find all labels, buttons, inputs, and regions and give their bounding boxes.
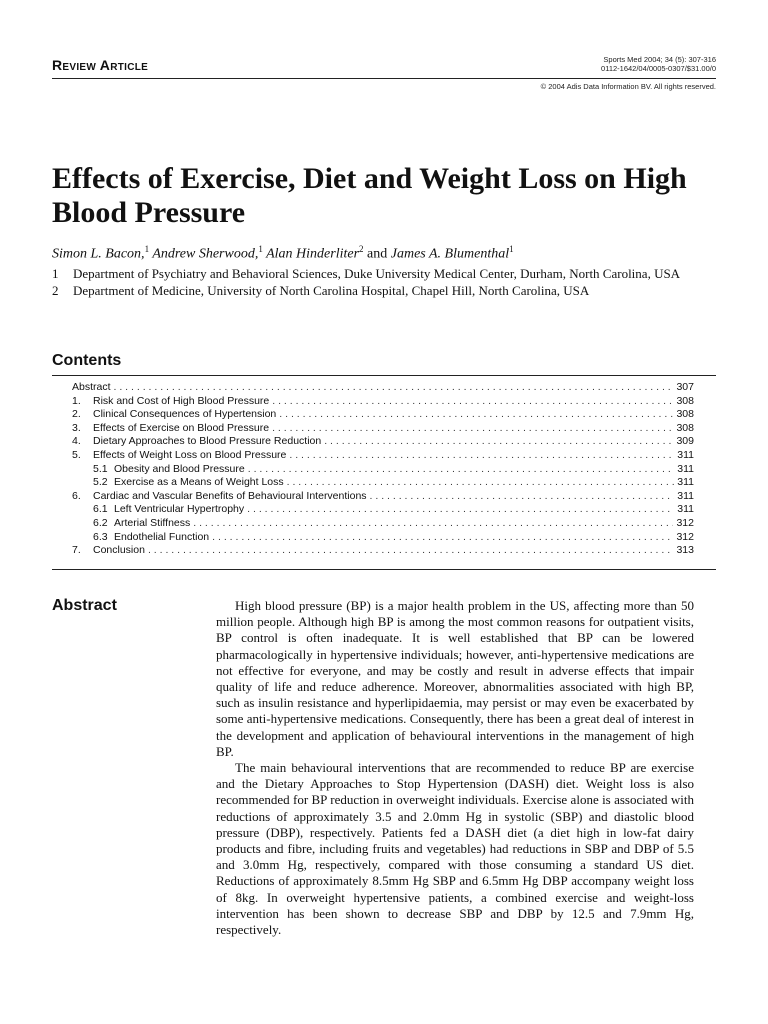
toc-leader-dots (279, 408, 673, 422)
toc-entry (72, 408, 694, 422)
toc-leader-dots (272, 422, 673, 436)
toc-leader-dots (193, 517, 673, 531)
toc-entry-page: 311 (677, 448, 694, 461)
toc-leader-dots (272, 395, 673, 409)
toc-entry-label: Dietary Approaches to Blood Pressure Reduction (93, 435, 322, 448)
toc-entry-label: Conclusion (93, 544, 145, 557)
toc-leader-dots (247, 503, 674, 517)
toc-entry-number: 5. (72, 448, 81, 461)
toc-entry-label: Arterial Stiffness (114, 516, 191, 529)
toc-entry-page: 311 (677, 462, 694, 475)
abstract-paragraph: High blood pressure (BP) is a major health problem in the US, affecting more than 50 million people. Although high BP is among the most common reasons for outpatient visits, BP control is often inadequate. It is well established that BP can be lowered pharmacologically in hypertensive individuals; however, anti-hypertensive medications are not effective for everyone, and may be costly and result in adverse effects that impair quality of life and reduce adherence. Moreover, abnormalities associated with high BP, such as insulin resistance and hyperlipidaemia, may persist or may even be exacerbated by some anti-hypertensive medications. Consequently, there has been a great deal of interest in the development and application of behavioural interventions in the management of high BP. (216, 598, 694, 759)
abstract-heading: Abstract (52, 597, 117, 614)
toc-entry (72, 517, 694, 531)
toc-entry (72, 381, 694, 395)
affiliation-number: 2 (52, 283, 59, 298)
toc-entry-page: 311 (677, 503, 694, 516)
toc-entry-page: 308 (676, 421, 694, 434)
toc-entry-label: Clinical Consequences of Hypertension (93, 408, 277, 421)
toc-entry (72, 463, 694, 477)
journal-citation (601, 55, 716, 73)
contents-rule-top (52, 375, 716, 376)
author-name: Andrew Sherwood, (152, 246, 259, 262)
toc-entry-number: 5.1 (93, 462, 108, 475)
author-affiliation-marker: 2 (359, 244, 364, 254)
table-of-contents (72, 381, 694, 558)
article-type-label: Review Article (52, 57, 149, 73)
toc-leader-dots (148, 544, 674, 558)
affiliation-text: Department of Medicine, University of North Carolina Hospital, Chapel Hill, North Carolina, USA (73, 283, 590, 298)
toc-entry-number: 5.2 (93, 476, 108, 489)
toc-entry-label: Exercise as a Means of Weight Loss (114, 476, 284, 489)
author-affiliation-marker: 1 (258, 244, 263, 254)
article-title: Effects of Exercise, Diet and Weight Loss on High Blood Pressure (52, 162, 687, 229)
toc-entry-label: Effects of Exercise on Blood Pressure (93, 421, 270, 434)
toc-entry-label: Effects of Weight Loss on Blood Pressure (93, 448, 287, 461)
author-name: Simon L. Bacon, (52, 246, 145, 262)
toc-entry-number: 6. (72, 489, 81, 502)
affiliation-item (52, 266, 692, 282)
toc-leader-dots (248, 463, 675, 477)
author-name: Alan Hinderliter (266, 246, 360, 262)
affiliation-item (52, 283, 692, 299)
toc-entry-label: Left Ventricular Hypertrophy (114, 503, 245, 516)
toc-leader-dots (212, 531, 673, 545)
toc-leader-dots (289, 449, 674, 463)
toc-entry (72, 531, 694, 545)
toc-entry-number: 6.2 (93, 516, 108, 529)
toc-entry (72, 544, 694, 558)
toc-entry-page: 308 (676, 394, 694, 407)
toc-entry-page: 313 (676, 544, 694, 557)
contents-heading: Contents (52, 352, 122, 369)
header-rule (52, 78, 716, 79)
toc-entry-page: 307 (676, 381, 694, 393)
toc-entry (72, 490, 694, 504)
journal-code-line: 0112-1642/04/0005-0307/$31.00/0 (601, 64, 716, 73)
toc-entry-page: 311 (677, 489, 694, 502)
toc-entry-number: 6.3 (93, 530, 108, 543)
toc-entry-page: 311 (677, 476, 694, 489)
toc-entry-number: 2. (72, 408, 81, 421)
toc-entry-label: Cardiac and Vascular Benefits of Behavioural Interventions (93, 489, 367, 502)
affiliation-text: Department of Psychiatry and Behavioral Sciences, Duke University Medical Center, Durham, North Carolina, USA (73, 266, 681, 281)
toc-entry-number: 1. (72, 394, 81, 407)
affiliation-list (52, 266, 692, 300)
author-affiliation-marker: 1 (509, 244, 514, 254)
author-conjunction: and (367, 246, 388, 262)
toc-entry (72, 435, 694, 449)
author-name: James A. Blumenthal (390, 246, 510, 262)
author-list (52, 240, 514, 264)
journal-citation-line: Sports Med 2004; 34 (5): 307-316 (603, 55, 716, 64)
toc-entry (72, 476, 694, 490)
toc-leader-dots (287, 476, 675, 490)
toc-entry (72, 422, 694, 436)
toc-leader-dots (324, 435, 673, 449)
toc-entry-number: 3. (72, 421, 81, 434)
toc-entry-page: 312 (676, 516, 694, 529)
toc-entry-page: 309 (676, 435, 694, 448)
affiliation-number: 1 (52, 266, 59, 281)
abstract-body (216, 598, 694, 938)
toc-entry (72, 449, 694, 463)
toc-entry-number: 6.1 (93, 503, 108, 516)
author-affiliation-marker: 1 (144, 244, 150, 254)
toc-entry-label: Abstract (72, 381, 111, 393)
toc-entry-label: Endothelial Function (114, 530, 210, 543)
toc-entry (72, 503, 694, 517)
toc-entry-number: 7. (72, 544, 81, 557)
toc-entry-label: Obesity and Blood Pressure (114, 462, 245, 475)
toc-leader-dots (114, 381, 674, 395)
toc-leader-dots (370, 490, 675, 504)
toc-entry-number: 4. (72, 435, 81, 448)
toc-entry (72, 395, 694, 409)
copyright-notice: © 2004 Adis Data Information BV. All rights reserved. (540, 82, 716, 91)
abstract-paragraph: The main behavioural interventions that are recommended to reduce BP are exercise and the Dietary Approaches to Stop Hypertension (DASH) diet. Weight loss is also recommended for BP reduction in overweight individuals. Exercise alone is associated with reductions of approximately 3.5 and 2.0mm Hg in systolic (SBP) and diastolic blood pressure (DBP), respectively. Patients fed a DASH diet (a diet high in low-fat dairy products and fibre, including fruits and vegetables) had reductions in SBP and DBP of 5.5 and 3.0mm Hg, respectively, compared with those consuming a standard US diet. Reductions of approximately 8.5mm Hg SBP and 6.5mm Hg DBP accompany weight loss of 8kg. In overweight hypertensive patients, a combined exercise and weight-loss intervention has been shown to decrease SBP and DBP by 12.5 and 7.9mm Hg, respectively. (216, 760, 694, 938)
toc-entry-label: Risk and Cost of High Blood Pressure (93, 394, 270, 407)
toc-entry-page: 308 (676, 408, 694, 421)
contents-rule-bottom (52, 569, 716, 570)
toc-entry-page: 312 (676, 530, 694, 543)
